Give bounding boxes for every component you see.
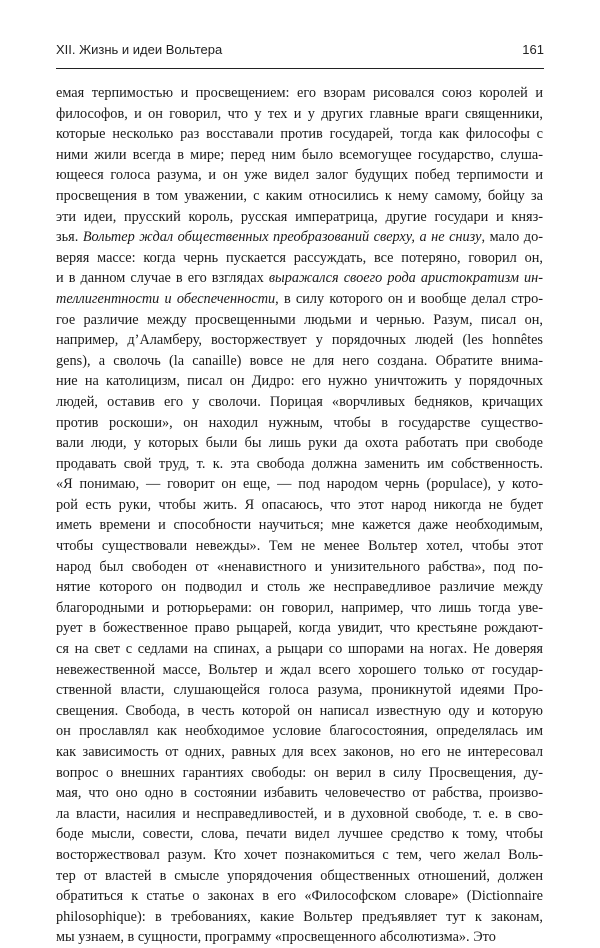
text-line [56,721,543,742]
text-segment: «Я понимаю, — говорит он еще, — под народом чернь (populace), у кото- [56,476,543,493]
text-line [56,824,543,845]
text-segment: он прославлял как необходимое условие благосостояния, определялась им [56,723,543,740]
text-segment: ющееся голоса разума, и он уже видел залог будущих побед терпимости и [56,167,543,184]
text-line [56,577,543,598]
text-segment: гое различие между просвещенными людьми и чернью. Разум, писал он, [56,311,543,328]
page-number: 161 [522,42,544,57]
text-line [56,763,543,784]
text-line [56,639,543,660]
emphasis-text: теллигентности и обеспеченности [56,290,276,307]
text-segment: веряя массе: когда чернь пускается рассуждать, все потеряно, говорил он, [56,249,543,266]
chapter-title: XII. Жизнь и идеи Вольтера [56,42,223,57]
body-text [56,83,543,948]
text-segment: как зависимость от одних, равных для всех законов, но его не интересовал [56,744,543,760]
text-segment: philosophique): в требованиях, какие Вольтер предъявляет тут к законам, [56,908,543,925]
text-line [56,783,543,804]
text-line [56,886,543,907]
text-line [56,310,543,331]
text-segment: мая, что оно одно в состоянии избавить человечество от рабства, произво- [56,785,543,802]
text-line [56,330,543,351]
text-segment: вопрос о внешних гарантиях свободы: он верил в силу Просвещения, ду- [56,764,543,781]
text-line [56,186,543,207]
text-segment: чтобы существовали невежды». Тем не менее Вольтер хотел, чтобы этот [56,538,543,555]
text-line [56,165,543,186]
text-segment: рует в божественное право рыцарей, когда увидит, что крестьяне рождают- [56,620,543,637]
text-segment: благородными и ротюрьерами: он говорил, например, что лишь тогда уве- [56,599,543,616]
text-segment: тер от властей в смысле упорядочения общественных отношений, должен [56,867,543,884]
text-line [56,392,543,413]
text-line [56,104,543,125]
text-line [56,660,543,681]
text-segment: зья. [56,229,83,246]
text-line [56,618,543,639]
text-line [56,907,543,928]
text-segment: емая терпимостью и просвещением: его взорам рисовался союз королей и [56,85,543,101]
text-line [56,124,543,145]
text-segment: свещения. Свобода, в честь которой он написал известную оду и которую [56,702,543,719]
text-line [56,598,543,619]
text-segment: ственной власти, слушающейся голоса разума, проникнутой идеями Про- [56,682,543,699]
text-segment: против роскоши», он находил нужным, чтобы в государстве существо- [56,414,543,431]
text-segment: эти идеи, прусский король, русская императрица, другие государи и княз- [56,208,543,225]
text-segment: обратиться к статье о законах в его «Философском словаре» (Dictionnaire [56,888,543,905]
text-segment: продавать свой труд, т. к. эта свобода должна заменить им собственность. [56,455,543,472]
text-segment: , в силу которого он и вообще делал стро- [275,290,543,307]
text-line [56,351,543,372]
text-line [56,371,543,392]
text-line [56,866,543,887]
running-header [56,42,544,62]
text-segment: боде мысли, совести, слова, печати видел лучшее средство к тому, чтобы [56,826,543,843]
text-segment: невежественной массе, Вольтер и ждал всего хорошего только от государ- [56,661,543,678]
text-line [56,145,543,166]
text-line [56,248,543,269]
text-line [56,680,543,701]
emphasis-text: выражался своего рода аристократизм ин- [268,270,543,287]
header-rule [56,68,544,69]
text-segment: народ был свободен от «ненавистного и унизительного рабства», под по- [56,558,543,575]
text-line [56,701,543,722]
text-segment: просвещения в том уважении, с каким относились к нему самому, бойцу за [56,187,543,204]
text-segment: нятие которого он подводил и столь же несправедливое различие между [56,579,543,596]
text-segment: ла власти, насилия и несправедливостей, и в духовной свободе, т. е. в сво- [56,805,543,822]
emphasis-text: Вольтер ждал общественных преобразований сверху, а не снизу [82,229,482,246]
text-line [56,474,543,495]
text-line [56,433,543,454]
text-line [56,845,543,866]
text-segment: философов, и он говорил, что у тех и у других главные враги священники, [56,105,543,122]
text-segment: например, д’Аламберу, восторжествует у порядочных людей (les honnêtes [56,332,543,349]
text-line [56,268,543,289]
text-line [56,495,543,516]
text-line [56,927,543,948]
text-segment: которые несколько раз восставали против государей, тогда как философы с [56,126,543,143]
text-line [56,227,543,248]
text-segment: gens), а сволочь (la canaille) вовсе не для него создана. Обратите внима- [56,352,543,369]
text-line [56,804,543,825]
text-segment: ся на свет с седлами на спинах, а рыцари со шпорами на ногах. Не доверяя [56,641,543,658]
text-segment: ние на католицизм, писал он Дидро: его нужно уничтожить у порядочных [56,373,543,390]
text-line [56,742,543,763]
text-segment: вали люди, у которых были бы лишь руки да охота работать при свободе [56,435,543,452]
text-segment: рой есть руки, чтобы жить. Я опасаюсь, что этот народ никогда не будет [56,496,543,513]
text-line [56,454,543,475]
text-segment: мы узнаем, в сущности, программу «просвещенного абсолютизма». Это [56,929,496,946]
text-line [56,515,543,536]
text-segment: ними жили всегда в мире; перед ним было всемогущее государство, слуша- [56,146,543,163]
text-line [56,289,543,310]
text-segment: восторжествовал разум. Кто хочет познакомиться с тем, чего желал Воль- [56,846,543,863]
text-line [56,207,543,228]
text-line [56,83,543,104]
text-line [56,413,543,434]
text-segment: иметь времени и способности научиться; мне кажется даже необходимым, [56,517,543,534]
text-segment: людей, оставив его у сволочи. Порицая «ворчливых бедняков, кричащих [56,393,543,410]
text-line [56,557,543,578]
text-segment: и в данном случае в его взглядах [56,270,269,287]
text-segment: , мало до- [481,229,543,246]
text-line [56,536,543,557]
